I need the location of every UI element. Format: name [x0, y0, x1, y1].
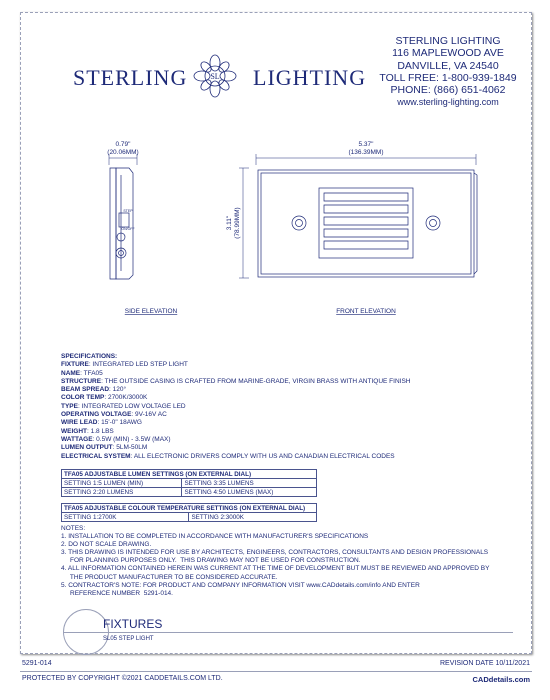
front-width-label: 5.37" [358, 141, 374, 148]
table-title: TFA05 ADJUSTABLE COLOUR TEMPERATURE SETTINGS (ON EXTERNAL DIAL) [62, 504, 317, 513]
footer-divider [20, 671, 532, 672]
spec-row: TYPE: INTEGRATED LOW VOLTAGE LED [61, 402, 186, 410]
lumen-settings-table [61, 469, 317, 497]
spec-row: BEAM SPREAD: 120° [61, 386, 127, 394]
caddetails-brand[interactable]: CADdetails.com [472, 675, 530, 684]
table-cell: SETTING 4:50 LUMENS (MAX) [182, 488, 317, 497]
spec-row: NAME: TFA05 [61, 369, 103, 377]
spec-row: WATTAGE: 0.5W (MIN) - 3.5W (MAX) [61, 435, 171, 443]
title-block-line [63, 632, 513, 633]
table-cell: SETTING 1:5 LUMEN (MIN) [62, 479, 182, 488]
title-block-title: FIXTURES [103, 617, 163, 631]
front-dimension-line [239, 154, 476, 278]
note-line: 3. THIS DRAWING IS INTENDED FOR USE BY ARCHITECTS, ENGINEERS, CONTRACTORS, CONSULTANTS AND DESIGN PROFESSIONALS [61, 549, 489, 557]
spec-heading: SPECIFICATIONS: [61, 353, 118, 360]
company-name: STERLING LIGHTING [395, 35, 501, 47]
note-line: 5. CONTRACTOR'S NOTE: FOR PRODUCT AND COMPANY INFORMATION VISIT www.CADdetails.com/info AND ENTER [61, 581, 420, 589]
note-line: 2. DO NOT SCALE DRAWING. [61, 541, 152, 549]
title-block-subtitle: SL05 STEP LIGHT [103, 636, 154, 642]
table-cell: SETTING 2:3000K [189, 513, 317, 522]
note-line: 1. INSTALLATION TO BE COMPLETED IN ACCORDANCE WITH MANUFACTURER'S SPECIFICATIONS [61, 533, 369, 541]
table-cell: SETTING 3:35 LUMENS [182, 479, 317, 488]
spec-row: FIXTURE: INTEGRATED LED STEP LIGHT [61, 361, 188, 369]
note-line: REFERENCE NUMBER 5291-014. [61, 589, 173, 597]
spec-row: WIRE LEAD: 15'-0" 18AWG [61, 419, 142, 427]
dial-bottom-label: ON/OFF [121, 227, 135, 231]
side-width-label: 0.79" [115, 141, 131, 148]
elevation-drawings [21, 13, 533, 333]
logo-word-right: LIGHTING [253, 65, 367, 90]
company-address-2: DANVILLE, VA 24540 [397, 59, 499, 72]
front-height-mm-label: (78.99MM) [234, 207, 241, 239]
note-line: 4. ALL INFORMATION CONTAINED HEREIN WAS CURRENT AT THE TIME OF DEVELOPMENT BUT MUST BE REVIEWED AND APPROVED BY [61, 565, 490, 573]
notes [61, 525, 531, 598]
front-width-mm-label: (136.39MM) [348, 149, 384, 156]
reference-number: 5291-014 [22, 660, 52, 667]
table-row [62, 488, 317, 497]
spec-row: LUMEN OUTPUT: 5LM-50LM [61, 444, 148, 452]
company-address-1: 116 MAPLEWOOD AVE [392, 47, 504, 60]
dial-top-label: STEP [123, 209, 133, 213]
table-cell: SETTING 2:20 LUMENS [62, 488, 182, 497]
table-title: TFA05 ADJUSTABLE LUMEN SETTINGS (ON EXTERNAL DIAL) [62, 470, 317, 479]
spec-row: COLOR TEMP: 2700K/3000K [61, 394, 148, 402]
note-line: FOR PLANNING PURPOSES ONLY. THIS DRAWING MAY NOT BE USED FOR CONSTRUCTION. [61, 557, 361, 565]
company-phone: PHONE: (866) 651-4062 [390, 84, 506, 97]
emblem-text: SL [210, 72, 220, 81]
spec-row: STRUCTURE: THE OUTSIDE CASING IS CRAFTED FROM MARINE-GRADE, VIRGIN BRASS WITH ANTIQUE FINISH [61, 377, 411, 385]
table-cell: SETTING 1:2700K [62, 513, 189, 522]
spec-row: WEIGHT: 1.8 LBS [61, 427, 114, 435]
revision-date: REVISION DATE 10/11/2021 [439, 660, 530, 667]
table-row [62, 513, 317, 522]
company-website[interactable]: www.sterling-lighting.com [397, 97, 499, 108]
notes-heading: NOTES: [61, 525, 86, 532]
spec-row: OPERATING VOLTAGE: 9V-16V AC [61, 411, 167, 419]
front-elevation [258, 170, 477, 277]
company-tollfree: TOLL FREE: 1-800-939-1849 [379, 71, 517, 84]
logo-word-left: STERLING [73, 65, 188, 90]
specifications [61, 353, 521, 461]
side-elevation [110, 168, 133, 279]
side-elevation-label: SIDE ELEVATION [124, 308, 178, 315]
front-height-label: 3.11" [226, 215, 233, 231]
table-row [62, 479, 317, 488]
front-elevation-label: FRONT ELEVATION [336, 308, 396, 315]
note-line: THE PRODUCT MANUFACTURER TO BE CONSIDERED ACCURATE. [61, 573, 278, 581]
copyright-text: PROTECTED BY COPYRIGHT ©2021 CADDETAILS.COM LTD. [22, 675, 223, 682]
spec-row: ELECTRICAL SYSTEM: ALL ELECTRONIC DRIVERS COMPLY WITH US AND CANADIAN ELECTRICAL CODES [61, 452, 395, 460]
colour-settings-table [61, 503, 317, 522]
side-width-mm-label: (20.06MM) [107, 149, 139, 156]
drawing-sheet [20, 12, 532, 654]
